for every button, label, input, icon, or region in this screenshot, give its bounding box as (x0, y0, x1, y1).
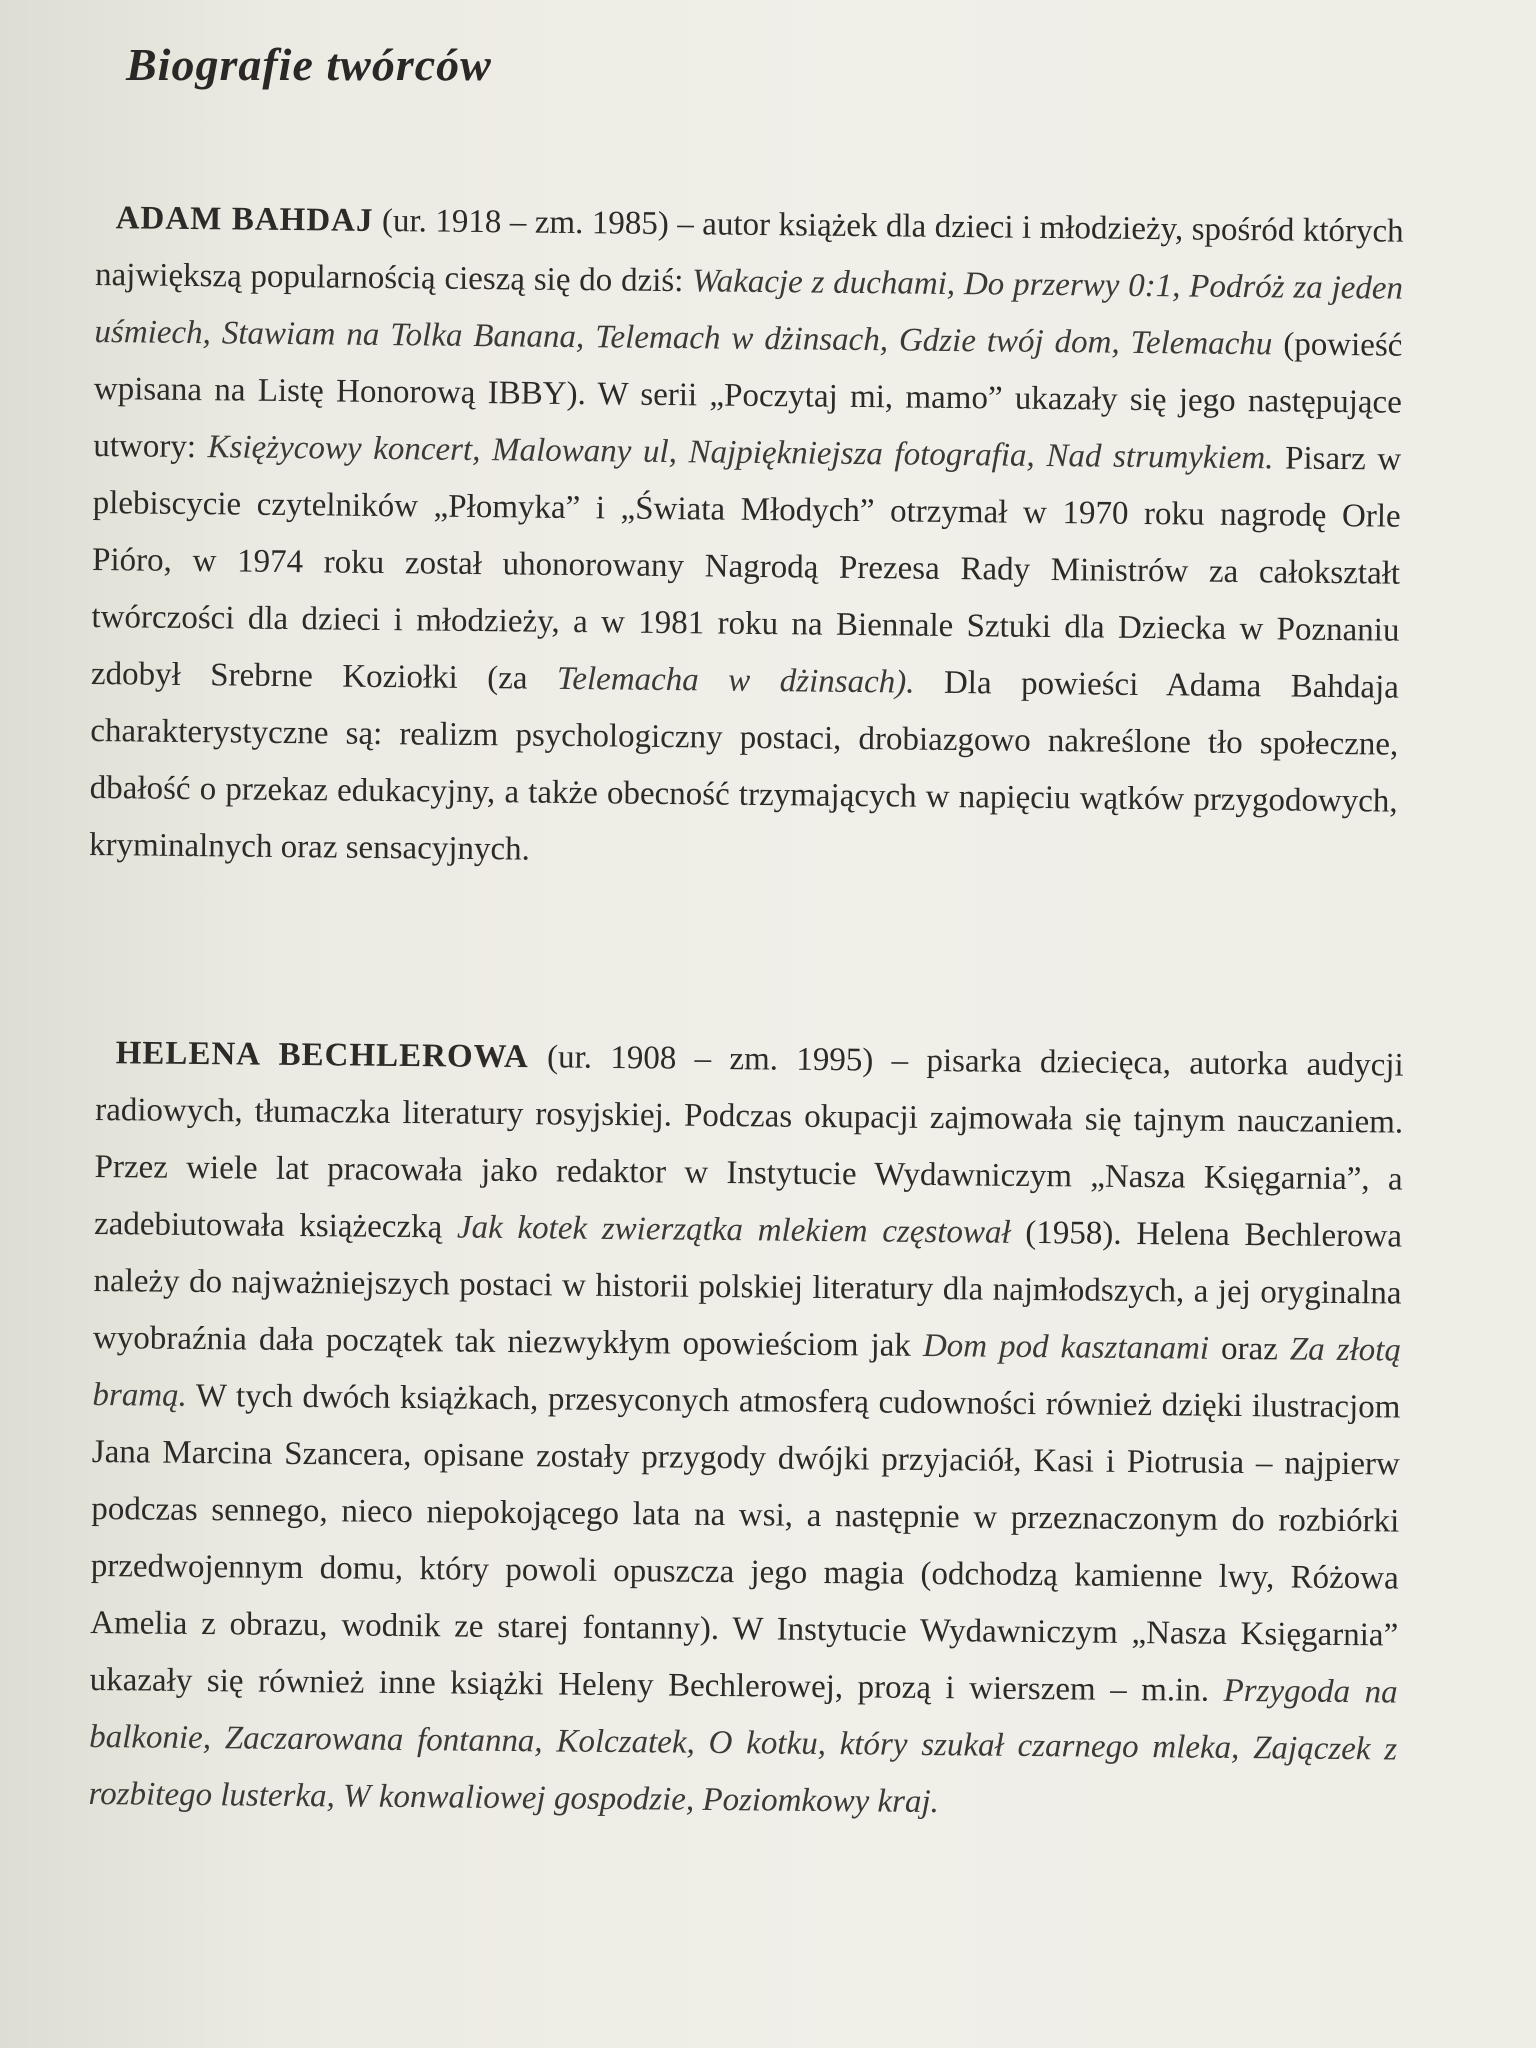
book-titles: Jak kotek zwierzątka mlekiem częstował (456, 1209, 1011, 1251)
biography-helena-bechlerowa (88, 1025, 1404, 1836)
book-titles: Księżycowy koncert, Malowany ul, Najpiękniejsza fotografia, Nad strumykiem. (207, 429, 1274, 477)
biography-text: (ur. 1918 – zm. 1985) – autor książek dla dzieci i młodzieży, spośród których największą popularnością cieszą się do dziś: (94, 202, 1404, 300)
biography-text: W tych dwóch książkach, przesyconych atmosferą cudowności również dzięki ilustracjom Jana Marcina Szancera, opisane zostały przygody dwójki przyjaciół, Kasi i Piotrusia – najpierw podczas sennego, nieco niepokojącego lata na wsi, a następnie w przeznaczonym do rozbiórki przedwojennym domu, który powoli opuszcza jego magia (odchodzą kamienne lwy, Różowa Amelia z obrazu, wodnik ze starej fontanny). W Instytucie Wydawniczym „Nasza Księgarnia” ukazały się również inne książki Heleny Bechlerowej, prozą i wierszem – m.in. (89, 1377, 1401, 1709)
book-titles: Wakacje z duchami, Do przerwy 0:1, Podróż za jeden uśmiech, Stawiam na Tolka Banana, Telemach w dżinsach, Gdzie twój dom, Telemachu (94, 263, 1404, 363)
biography-paragraph (89, 190, 1404, 888)
biography-text: (powieść wpisana na Listę Honorową IBBY). W serii „Poczytaj mi, mamo” ukazały się jego następujące utwory: (93, 326, 1403, 466)
biography-paragraph (88, 1025, 1404, 1836)
biography-text: Dla powieści Adama Bahdaja charakterystyczne są: realizm psychologiczny postaci, drobiazgowo nakreślone tło społeczne, dbałość o przekaz edukacyjny, a także obecność trzymających w napięciu wątków przygodowych, kryminalnych oraz sensacyjnych. (88, 664, 1400, 868)
biography-text: (1958). Helena Bechlerowa należy do najważniejszych postaci w historii polskiej literatury dla najmłodszych, a jej oryginalna wyobraźnia dała początek tak niezwykłym opowieściom jak (92, 1214, 1403, 1364)
biography-adam-bahdaj (89, 190, 1404, 888)
biography-text: (ur. 1908 – zm. 1995) – pisarka dziecięca, autorka audycji radiowych, tłumaczka literatury rosyjskiej. Podczas okupacji zajmowała się tajnym nauczaniem. Przez wiele lat pracowała jako redaktor w Instytucie Wydawniczym „Nasza Księgarnia”, a zadebiutowała książeczką (93, 1039, 1404, 1246)
book-titles: Za złotą bramą. (92, 1331, 1402, 1414)
biography-text: oraz (1208, 1330, 1291, 1368)
author-name: ADAM BAHDAJ (115, 200, 374, 239)
author-name: HELENA BECHLEROWA (115, 1035, 529, 1076)
book-titles: Przygoda na balkonie, Zaczarowana fontanna, Kolczatek, O kotku, który szukał czarnego mleka, Zajączek z rozbitego lusterka, W konwaliowej gospodzie, Poziomkowy kraj. (88, 1672, 1398, 1821)
page-heading: Biografie twórców (126, 39, 492, 90)
biography-text: Pisarz w plebiscycie czytelników „Płomyka” i „Świata Młodych” otrzymał w 1970 roku nagrodę Orle Pióro, w 1974 roku został uhonorowany Nagrodą Prezesa Rady Ministrów za całokształt twórczości dla dzieci i młodzieży, a w 1981 roku na Biennale Sztuki dla Dziecka w Poznaniu zdobył Srebrne Koziołki (za (90, 440, 1402, 697)
book-titles: Dom pod kasztanami (922, 1327, 1210, 1367)
book-titles: Telemacha w dżinsach). (556, 660, 915, 701)
